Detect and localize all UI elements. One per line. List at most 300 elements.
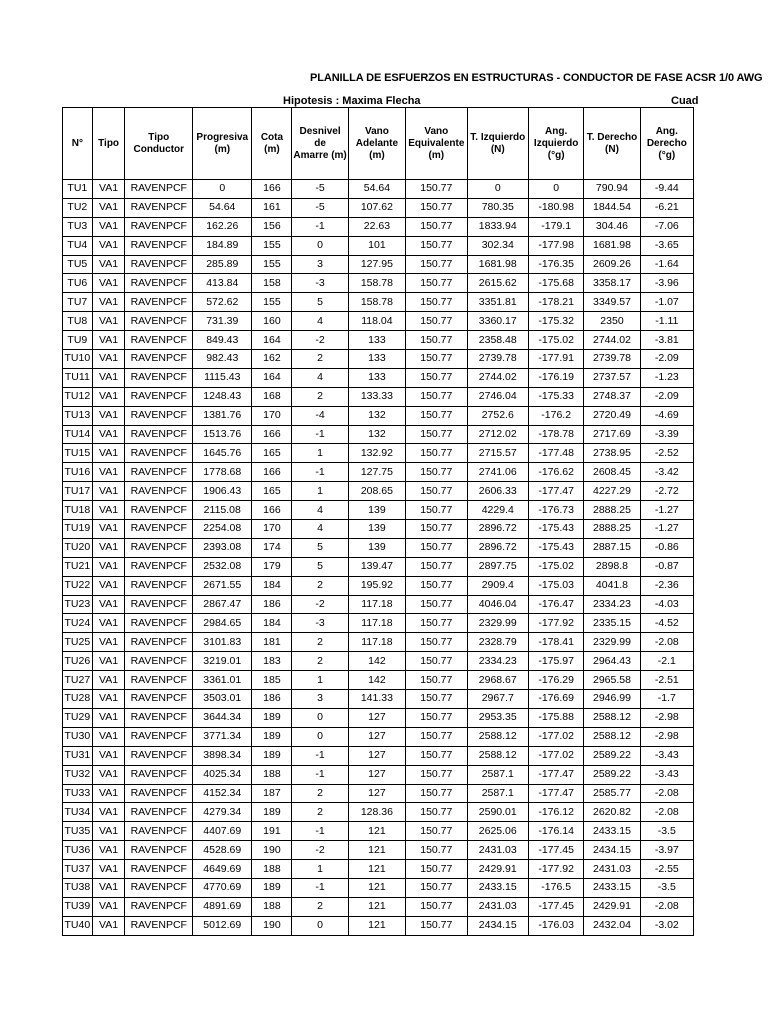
table-cell: RAVENPCF <box>125 860 193 879</box>
column-header-label: Ang. Izquierdo (°g) <box>533 125 579 161</box>
table-row <box>63 727 694 746</box>
table-cell: 4 <box>292 501 348 520</box>
table-cell: 1115.43 <box>193 368 252 387</box>
table-cell: VA1 <box>92 916 125 935</box>
table-cell: -175.97 <box>529 652 584 671</box>
table-cell: 150.77 <box>406 822 467 841</box>
table-cell: 413.84 <box>193 274 252 293</box>
table-cell: 150.77 <box>406 860 467 879</box>
column-header <box>92 108 125 180</box>
table-cell: 2898.8 <box>584 557 640 576</box>
table-row <box>63 557 694 576</box>
table-cell: RAVENPCF <box>125 520 193 539</box>
table-cell: 150.77 <box>406 916 467 935</box>
table-cell: -3.5 <box>640 822 693 841</box>
table-cell: 150.77 <box>406 746 467 765</box>
table-cell: -176.2 <box>529 406 584 425</box>
table-cell: -4.03 <box>640 595 693 614</box>
table-cell: RAVENPCF <box>125 425 193 444</box>
table-row <box>63 860 694 879</box>
table-cell: 2739.78 <box>584 350 640 369</box>
table-cell: -2.09 <box>640 387 693 406</box>
table-cell: 302.34 <box>467 236 528 255</box>
table-cell: VA1 <box>92 368 125 387</box>
table-cell: 142 <box>348 652 405 671</box>
table-row <box>63 406 694 425</box>
table-cell: 150.77 <box>406 690 467 709</box>
table-cell: 139 <box>348 538 405 557</box>
table-cell: 54.64 <box>348 180 405 199</box>
table-cell: -178.21 <box>529 293 584 312</box>
table-cell: -1.11 <box>640 312 693 331</box>
table-cell: TU24 <box>63 614 93 633</box>
table-cell: TU19 <box>63 520 93 539</box>
table-cell: 4 <box>292 368 348 387</box>
table-cell: VA1 <box>92 406 125 425</box>
table-cell: 2717.69 <box>584 425 640 444</box>
column-header-label: Desnivel de Amarre (m) <box>293 125 347 161</box>
table-cell: RAVENPCF <box>125 482 193 501</box>
table-cell: RAVENPCF <box>125 708 193 727</box>
table-cell: 2896.72 <box>467 538 528 557</box>
table-cell: TU17 <box>63 482 93 501</box>
table-cell: -5 <box>292 198 348 217</box>
table-cell: 150.77 <box>406 878 467 897</box>
table-cell: 2350 <box>584 312 640 331</box>
table-cell: -177.48 <box>529 444 584 463</box>
table-cell: 150.77 <box>406 198 467 217</box>
table-cell: 107.62 <box>348 198 405 217</box>
table-cell: -2 <box>292 331 348 350</box>
table-cell: RAVENPCF <box>125 538 193 557</box>
table-cell: 155 <box>252 236 292 255</box>
table-cell: TU31 <box>63 746 93 765</box>
table-cell: 2433.15 <box>584 878 640 897</box>
table-cell: TU40 <box>63 916 93 935</box>
table-cell: TU3 <box>63 217 93 236</box>
table-cell: -1.64 <box>640 255 693 274</box>
table-cell: VA1 <box>92 274 125 293</box>
table-cell: 2429.91 <box>467 860 528 879</box>
table-cell: 150.77 <box>406 387 467 406</box>
table-cell: 4152.34 <box>193 784 252 803</box>
table-cell: 1906.43 <box>193 482 252 501</box>
table-cell: -177.47 <box>529 482 584 501</box>
table-cell: 181 <box>252 633 292 652</box>
column-header-label: T. Izquierdo (N) <box>470 131 526 155</box>
table-cell: 3771.34 <box>193 727 252 746</box>
table-cell: 4770.69 <box>193 878 252 897</box>
table-cell: 4 <box>292 520 348 539</box>
table-cell: 158.78 <box>348 293 405 312</box>
table-cell: 195.92 <box>348 576 405 595</box>
table-cell: 183 <box>252 652 292 671</box>
table-cell: TU10 <box>63 350 93 369</box>
table-cell: 2 <box>292 652 348 671</box>
table-cell: -4.52 <box>640 614 693 633</box>
table-cell: 150.77 <box>406 425 467 444</box>
table-cell: -1 <box>292 463 348 482</box>
table-cell: 849.43 <box>193 331 252 350</box>
table-cell: -177.45 <box>529 841 584 860</box>
table-cell: 2588.12 <box>467 727 528 746</box>
table-cell: RAVENPCF <box>125 897 193 916</box>
table-cell: TU7 <box>63 293 93 312</box>
table-cell: 54.64 <box>193 198 252 217</box>
table-cell: 1 <box>292 482 348 501</box>
table-cell: 4 <box>292 312 348 331</box>
table-cell: 166 <box>252 463 292 482</box>
table-row <box>63 897 694 916</box>
table-cell: 4407.69 <box>193 822 252 841</box>
table-cell: 186 <box>252 595 292 614</box>
table-cell: -4.69 <box>640 406 693 425</box>
table-cell: -177.91 <box>529 350 584 369</box>
table-cell: RAVENPCF <box>125 368 193 387</box>
table-cell: 3361.01 <box>193 671 252 690</box>
column-header <box>640 108 693 180</box>
table-row <box>63 878 694 897</box>
table-cell: 156 <box>252 217 292 236</box>
column-header-label: Vano Adelante (m) <box>355 125 399 161</box>
table-cell: -2.36 <box>640 576 693 595</box>
table-cell: 1681.98 <box>584 236 640 255</box>
table-cell: 186 <box>252 690 292 709</box>
table-cell: 3349.57 <box>584 293 640 312</box>
table-cell: VA1 <box>92 671 125 690</box>
table-cell: 190 <box>252 916 292 935</box>
table-cell: RAVENPCF <box>125 387 193 406</box>
table-cell: TU36 <box>63 841 93 860</box>
table-cell: RAVENPCF <box>125 803 193 822</box>
table-cell: -1 <box>292 822 348 841</box>
table-cell: -2.1 <box>640 652 693 671</box>
table-cell: 133 <box>348 331 405 350</box>
column-header <box>125 108 193 180</box>
table-cell: TU28 <box>63 690 93 709</box>
table-cell: RAVENPCF <box>125 217 193 236</box>
table-cell: 3644.34 <box>193 708 252 727</box>
table-cell: 189 <box>252 803 292 822</box>
table-cell: 127 <box>348 727 405 746</box>
header-row <box>63 108 694 180</box>
table-row <box>63 444 694 463</box>
table-cell: 155 <box>252 255 292 274</box>
table-cell: TU21 <box>63 557 93 576</box>
table-cell: 1513.76 <box>193 425 252 444</box>
table-cell: 2606.33 <box>467 482 528 501</box>
table-cell: 121 <box>348 841 405 860</box>
table-cell: 0 <box>292 727 348 746</box>
column-header-label: Cota (m) <box>260 131 284 155</box>
table-cell: 2967.7 <box>467 690 528 709</box>
table-cell: 2867.47 <box>193 595 252 614</box>
table-cell: 165 <box>252 444 292 463</box>
table-cell: 3 <box>292 255 348 274</box>
table-cell: 2429.91 <box>584 897 640 916</box>
table-cell: RAVENPCF <box>125 406 193 425</box>
table-cell: RAVENPCF <box>125 841 193 860</box>
table-row <box>63 217 694 236</box>
table-cell: -5 <box>292 180 348 199</box>
table-cell: 142 <box>348 671 405 690</box>
table-cell: 1833.94 <box>467 217 528 236</box>
table-cell: 5012.69 <box>193 916 252 935</box>
table-row <box>63 255 694 274</box>
table-cell: 117.18 <box>348 633 405 652</box>
table-cell: RAVENPCF <box>125 350 193 369</box>
table-cell: 2888.25 <box>584 501 640 520</box>
table-cell: 2335.15 <box>584 614 640 633</box>
table-cell: 2 <box>292 387 348 406</box>
table-cell: RAVENPCF <box>125 878 193 897</box>
table-cell: 2 <box>292 784 348 803</box>
table-row <box>63 368 694 387</box>
table-cell: -2.55 <box>640 860 693 879</box>
table-row <box>63 482 694 501</box>
table-cell: 2433.15 <box>467 878 528 897</box>
table-cell: -1.07 <box>640 293 693 312</box>
table-cell: 150.77 <box>406 482 467 501</box>
table-cell: 2589.22 <box>584 765 640 784</box>
table-cell: TU33 <box>63 784 93 803</box>
table-cell: TU15 <box>63 444 93 463</box>
table-cell: -175.32 <box>529 312 584 331</box>
table-cell: TU32 <box>63 765 93 784</box>
table-cell: RAVENPCF <box>125 198 193 217</box>
table-cell: -177.98 <box>529 236 584 255</box>
table-cell: -3.65 <box>640 236 693 255</box>
table-cell: 572.62 <box>193 293 252 312</box>
table-cell: -176.12 <box>529 803 584 822</box>
table-cell: 150.77 <box>406 444 467 463</box>
table-cell: VA1 <box>92 217 125 236</box>
table-cell: -9.44 <box>640 180 693 199</box>
table-cell: TU4 <box>63 236 93 255</box>
table-cell: 121 <box>348 822 405 841</box>
table-cell: 117.18 <box>348 614 405 633</box>
table-cell: VA1 <box>92 331 125 350</box>
table-cell: TU16 <box>63 463 93 482</box>
table-cell: 190 <box>252 841 292 860</box>
table-cell: 133 <box>348 368 405 387</box>
table-row <box>63 652 694 671</box>
table-cell: 150.77 <box>406 312 467 331</box>
table-cell: 2897.75 <box>467 557 528 576</box>
column-header <box>63 108 93 180</box>
table-cell: TU6 <box>63 274 93 293</box>
table-cell: -180.98 <box>529 198 584 217</box>
table-cell: 2609.26 <box>584 255 640 274</box>
column-header-label: Vano Equivalente (m) <box>408 125 465 161</box>
table-row <box>63 331 694 350</box>
table-cell: TU26 <box>63 652 93 671</box>
table-cell: 132 <box>348 406 405 425</box>
table-cell: VA1 <box>92 538 125 557</box>
table-cell: 127 <box>348 746 405 765</box>
table-cell: RAVENPCF <box>125 652 193 671</box>
table-row <box>63 633 694 652</box>
table-cell: 780.35 <box>467 198 528 217</box>
column-header-label: T. Derecho (N) <box>586 131 638 155</box>
table-cell: -3.96 <box>640 274 693 293</box>
table-cell: 189 <box>252 708 292 727</box>
table-cell: VA1 <box>92 746 125 765</box>
table-cell: 141.33 <box>348 690 405 709</box>
table-cell: 2968.67 <box>467 671 528 690</box>
table-cell: 2329.99 <box>467 614 528 633</box>
table-cell: 150.77 <box>406 463 467 482</box>
table-row <box>63 538 694 557</box>
table-cell: VA1 <box>92 198 125 217</box>
table-cell: -2.08 <box>640 633 693 652</box>
table-cell: -175.03 <box>529 576 584 595</box>
table-cell: VA1 <box>92 425 125 444</box>
table-cell: 117.18 <box>348 595 405 614</box>
table-cell: TU22 <box>63 576 93 595</box>
table-cell: TU35 <box>63 822 93 841</box>
column-header-label: Ang. Derecho (°g) <box>646 125 687 161</box>
table-cell: 2585.77 <box>584 784 640 803</box>
table-cell: 2329.99 <box>584 633 640 652</box>
table-cell: 174 <box>252 538 292 557</box>
table-cell: VA1 <box>92 482 125 501</box>
table-cell: TU9 <box>63 331 93 350</box>
table-cell: 187 <box>252 784 292 803</box>
table-cell: -176.5 <box>529 878 584 897</box>
table-cell: VA1 <box>92 727 125 746</box>
table-cell: -179.1 <box>529 217 584 236</box>
table-cell: 158.78 <box>348 274 405 293</box>
table-cell: VA1 <box>92 784 125 803</box>
table-row <box>63 293 694 312</box>
table-cell: -2 <box>292 595 348 614</box>
table-cell: -2.52 <box>640 444 693 463</box>
table-cell: 139 <box>348 501 405 520</box>
table-cell: 1248.43 <box>193 387 252 406</box>
column-header <box>584 108 640 180</box>
table-cell: 2746.04 <box>467 387 528 406</box>
table-cell: 2328.79 <box>467 633 528 652</box>
column-header <box>348 108 405 180</box>
table-cell: 2393.08 <box>193 538 252 557</box>
table-cell: 189 <box>252 727 292 746</box>
table-row <box>63 274 694 293</box>
table-cell: 162 <box>252 350 292 369</box>
table-cell: RAVENPCF <box>125 331 193 350</box>
table-cell: 2434.15 <box>467 916 528 935</box>
table-cell: TU5 <box>63 255 93 274</box>
table-cell: TU14 <box>63 425 93 444</box>
table-cell: 166 <box>252 180 292 199</box>
column-header <box>252 108 292 180</box>
table-cell: -2.98 <box>640 708 693 727</box>
table-cell: 3898.34 <box>193 746 252 765</box>
table-cell: 22.63 <box>348 217 405 236</box>
table-cell: 2588.12 <box>584 708 640 727</box>
table-cell: 731.39 <box>193 312 252 331</box>
table-row <box>63 463 694 482</box>
table-cell: -175.02 <box>529 557 584 576</box>
table-cell: -176.73 <box>529 501 584 520</box>
table-cell: TU12 <box>63 387 93 406</box>
table-cell: TU25 <box>63 633 93 652</box>
table-cell: -1.27 <box>640 520 693 539</box>
table-cell: -175.33 <box>529 387 584 406</box>
table-cell: 0 <box>292 708 348 727</box>
table-cell: 150.77 <box>406 765 467 784</box>
table-cell: -1 <box>292 217 348 236</box>
table-cell: 2744.02 <box>584 331 640 350</box>
table-cell: 3219.01 <box>193 652 252 671</box>
table-cell: RAVENPCF <box>125 595 193 614</box>
table-cell: -3.97 <box>640 841 693 860</box>
table-row <box>63 708 694 727</box>
table-row <box>63 784 694 803</box>
table-cell: TU30 <box>63 727 93 746</box>
table-cell: -3.81 <box>640 331 693 350</box>
table-cell: RAVENPCF <box>125 312 193 331</box>
table-cell: RAVENPCF <box>125 274 193 293</box>
table-cell: -2.98 <box>640 727 693 746</box>
table-body <box>63 180 694 936</box>
table-cell: 150.77 <box>406 652 467 671</box>
table-row <box>63 690 694 709</box>
table-cell: 4025.34 <box>193 765 252 784</box>
table-cell: 150.77 <box>406 727 467 746</box>
table-row <box>63 765 694 784</box>
table-cell: 3101.83 <box>193 633 252 652</box>
table-cell: VA1 <box>92 822 125 841</box>
table-cell: 179 <box>252 557 292 576</box>
table-row <box>63 671 694 690</box>
table-cell: -3 <box>292 274 348 293</box>
table-cell: VA1 <box>92 765 125 784</box>
table-cell: -3.02 <box>640 916 693 935</box>
table-cell: 160 <box>252 312 292 331</box>
table-cell: VA1 <box>92 803 125 822</box>
table-cell: 2752.6 <box>467 406 528 425</box>
table-cell: VA1 <box>92 312 125 331</box>
table-cell: -2.08 <box>640 784 693 803</box>
column-header-label: Tipo <box>98 137 120 149</box>
column-header-label: Tipo Conductor <box>133 131 185 155</box>
table-cell: 2532.08 <box>193 557 252 576</box>
column-header-label: N° <box>71 137 83 149</box>
table-cell: RAVENPCF <box>125 765 193 784</box>
table-cell: -1 <box>292 765 348 784</box>
table-cell: 4528.69 <box>193 841 252 860</box>
table-cell: 166 <box>252 425 292 444</box>
table-cell: 2965.58 <box>584 671 640 690</box>
table-row <box>63 746 694 765</box>
table-cell: VA1 <box>92 255 125 274</box>
table-cell: -176.47 <box>529 595 584 614</box>
table-cell: 2 <box>292 576 348 595</box>
column-header <box>292 108 348 180</box>
hypothesis-label: Hipotesis : Maxima Flecha <box>283 95 421 107</box>
table-cell: -177.02 <box>529 727 584 746</box>
table-cell: 0 <box>529 180 584 199</box>
table-cell: 164 <box>252 331 292 350</box>
table-cell: -175.02 <box>529 331 584 350</box>
table-cell: 2587.1 <box>467 784 528 803</box>
table-cell: VA1 <box>92 860 125 879</box>
table-cell: TU18 <box>63 501 93 520</box>
table-cell: 150.77 <box>406 841 467 860</box>
table-cell: 2615.62 <box>467 274 528 293</box>
table-cell: 2431.03 <box>584 860 640 879</box>
